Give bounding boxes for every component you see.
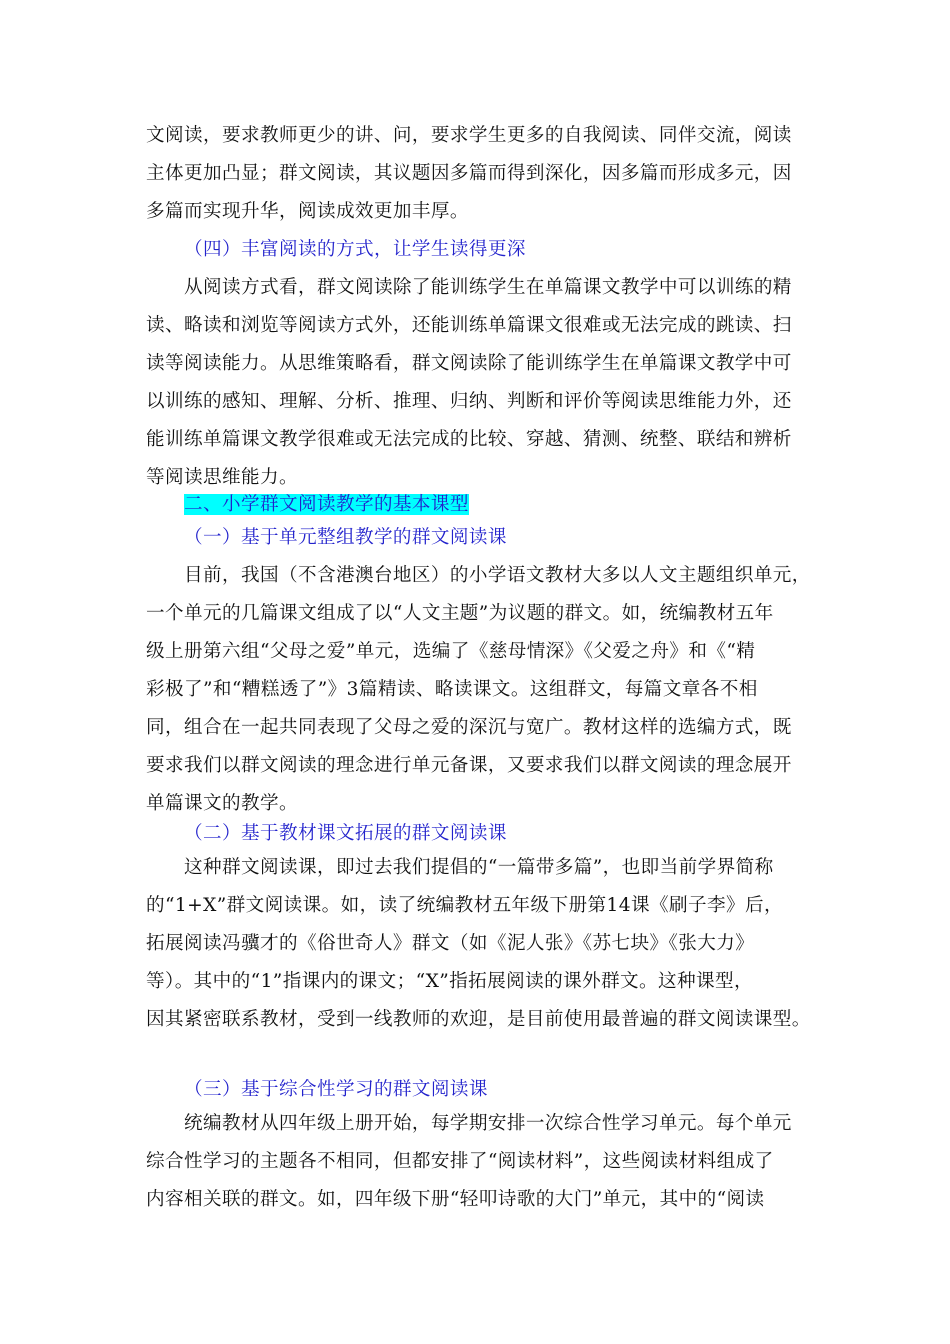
paragraph-line: 同，组合在一起共同表现了父母之爱的深沉与宽广。教材这样的选编方式，既 bbox=[146, 717, 792, 738]
paragraph-line: 彩极了”和“糟糕透了”》3篇精读、略读课文。这组群文，每篇文章各不相 bbox=[146, 679, 758, 700]
paragraph-line: 因其紧密联系教材，受到一线教师的欢迎，是目前使用最普遍的群文阅读课型。 bbox=[146, 1009, 811, 1030]
paragraph-line: 等）。其中的“1”指课内的课文；“X”指拓展阅读的课外群文。这种课型， bbox=[146, 971, 754, 992]
paragraph-line: 的“1+X”群文阅读课。如，读了统编教材五年级下册第14课《刷子李》后， bbox=[146, 895, 783, 916]
paragraph-line: 级上册第六组“父母之爱”单元，选编了《慈母情深》《父爱之舟》和《“精 bbox=[146, 641, 756, 662]
subheading-3: （三）基于综合性学习的群文阅读课 bbox=[184, 1079, 488, 1100]
paragraph-line: 以训练的感知、理解、分析、推理、归纳、判断和评价等阅读思维能力外，还 bbox=[146, 391, 792, 412]
subheading-4: （四）丰富阅读的方式，让学生读得更深 bbox=[184, 239, 526, 260]
paragraph-line: 能训练单篇课文教学很难或无法完成的比较、穿越、猜测、统整、联结和辨析 bbox=[146, 429, 792, 450]
subheading-1: （一）基于单元整组教学的群文阅读课 bbox=[184, 527, 507, 548]
paragraph-line: 单篇课文的教学。 bbox=[146, 793, 298, 814]
paragraph-line: 拓展阅读冯骥才的《俗世奇人》群文（如《泥人张》《苏七块》《张大力》 bbox=[146, 933, 755, 954]
paragraph-line: 多篇而实现升华，阅读成效更加丰厚。 bbox=[146, 201, 469, 222]
paragraph-line: 一个单元的几篇课文组成了以“人文主题”为议题的群文。如，统编教材五年 bbox=[146, 603, 774, 624]
paragraph-line: 读、略读和浏览等阅读方式外，还能训练单篇课文很难或无法完成的跳读、扫 bbox=[146, 315, 792, 336]
paragraph-line: 从阅读方式看，群文阅读除了能训练学生在单篇课文教学中可以训练的精 bbox=[184, 277, 792, 298]
paragraph-line: 等阅读思维能力。 bbox=[146, 467, 298, 488]
subheading-2: （二）基于教材课文拓展的群文阅读课 bbox=[184, 823, 507, 844]
paragraph-line: 内容相关联的群文。如，四年级下册“轻叩诗歌的大门”单元，其中的“阅读 bbox=[146, 1189, 765, 1210]
paragraph-line: 统编教材从四年级上册开始，每学期安排一次综合性学习单元。每个单元 bbox=[184, 1113, 792, 1134]
paragraph-line: 文阅读，要求教师更少的讲、问，要求学生更多的自我阅读、同伴交流，阅读 bbox=[146, 125, 792, 146]
section-heading-text: 二、小学群文阅读教学的基本课型 bbox=[184, 494, 469, 515]
paragraph-line: 目前，我国（不含港澳台地区）的小学语文教材大多以人文主题组织单元， bbox=[184, 565, 811, 586]
paragraph-line: 读等阅读能力。从思维策略看，群文阅读除了能训练学生在单篇课文教学中可 bbox=[146, 353, 792, 374]
paragraph-line: 要求我们以群文阅读的理念进行单元备课，又要求我们以群文阅读的理念展开 bbox=[146, 755, 792, 776]
paragraph-line: 主体更加凸显；群文阅读，其议题因多篇而得到深化，因多篇而形成多元，因 bbox=[146, 163, 792, 184]
paragraph-line: 综合性学习的主题各不相同，但都安排了“阅读材料”，这些阅读材料组成了 bbox=[146, 1151, 774, 1172]
paragraph-line: 这种群文阅读课，即过去我们提倡的“一篇带多篇”，也即当前学界简称 bbox=[184, 857, 774, 878]
